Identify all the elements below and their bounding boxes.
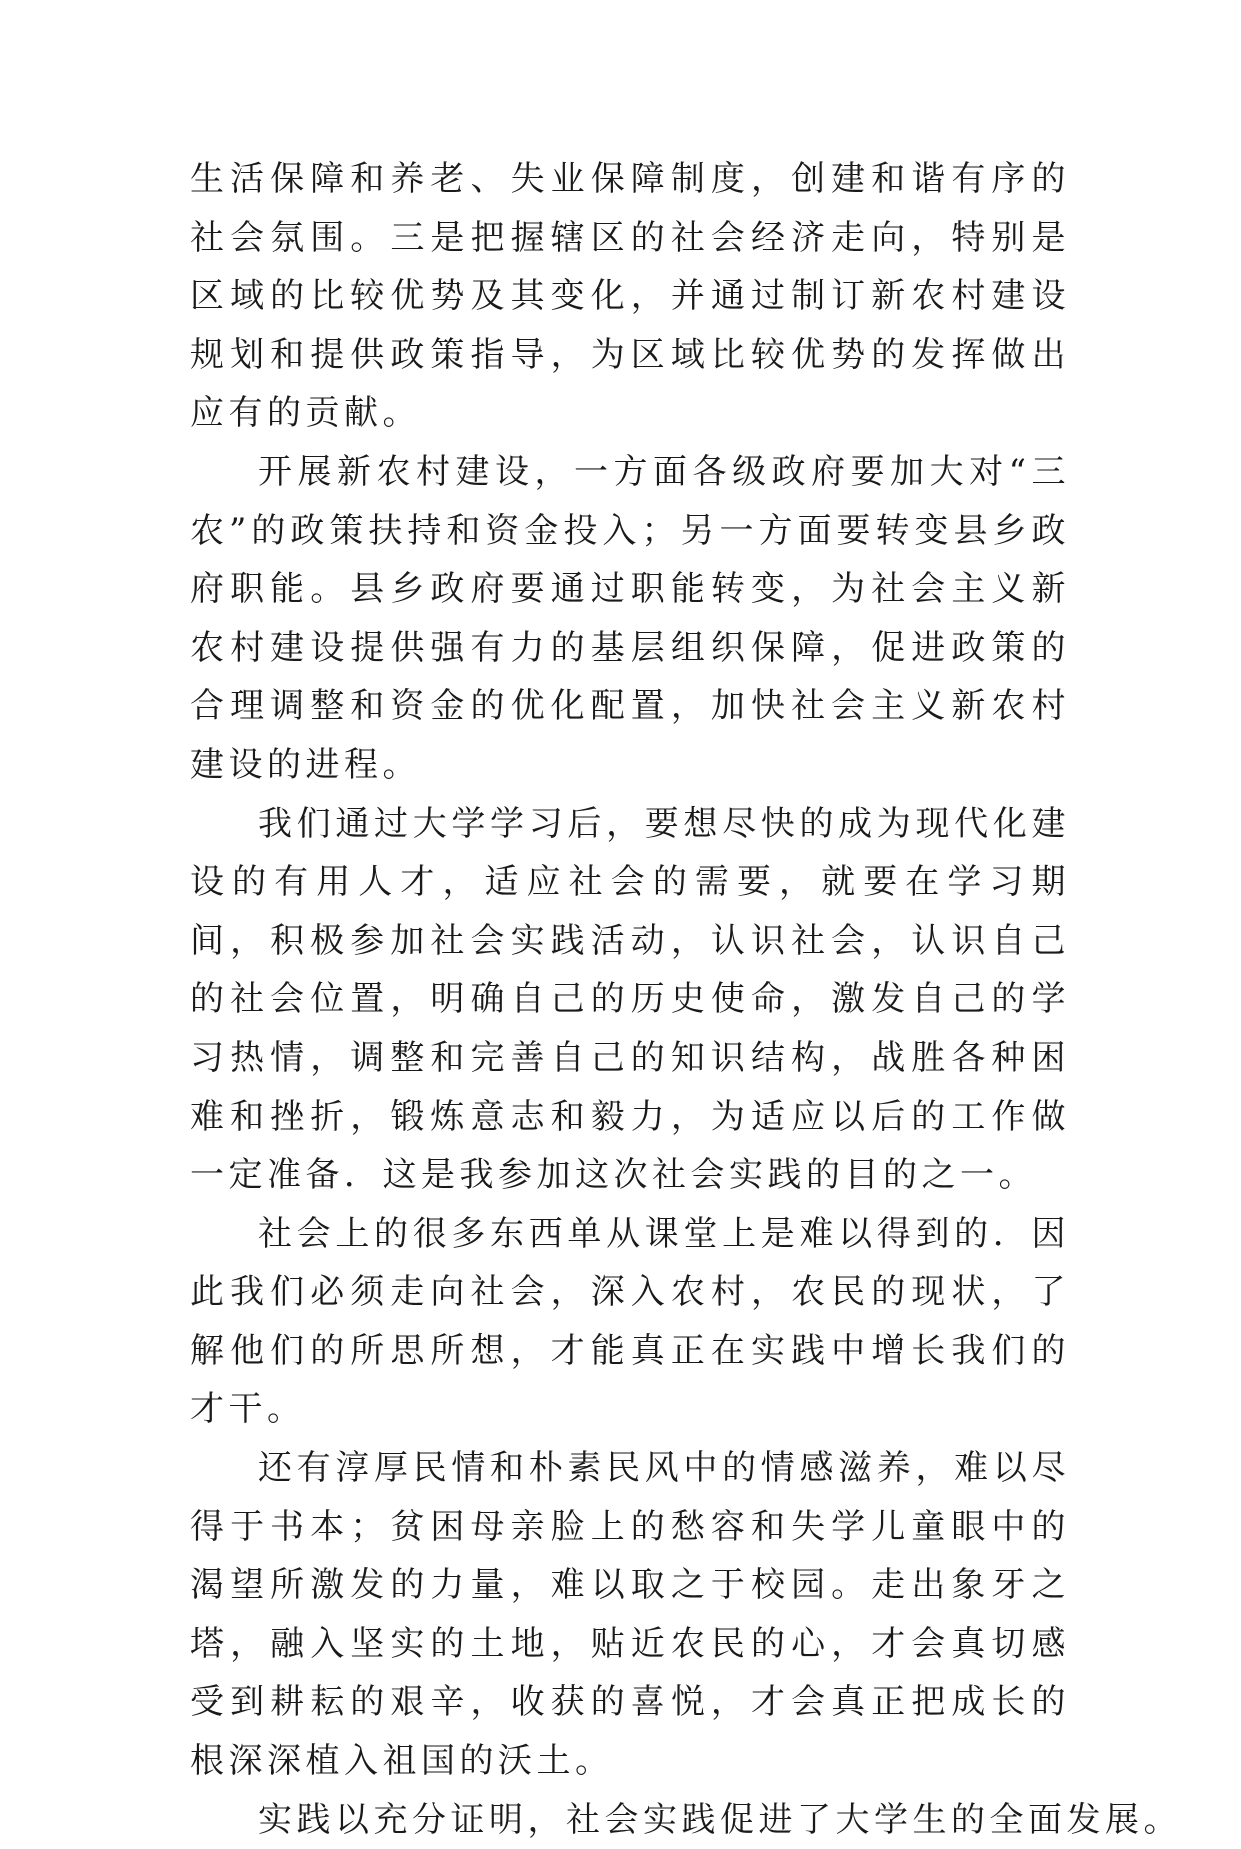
- paragraph-3: 我们通过大学学习后，要想尽快的成为现代化建设的有用人才，适应社会的需要，就要在学习期间，积极参加社会实践活动，认识社会，认识自己的社会位置，明确自己的历史使命，激发自己的学习热情，调整和完善自己的知识结构，战胜各种困难和挫折，锻炼意志和毅力，为适应以后的工作做一定准备．这是我参加这次社会实践的目的之一。: [190, 803, 1070, 1196]
- paragraph-1: 生活保障和养老、失业保障制度，创建和谐有序的社会氛围。三是把握辖区的社会经济走向，特别是区域的比较优势及其变化，并通过制订新农村建设规划和提供政策指导，为区域比较优势的发挥做出应有的贡献。: [190, 159, 1070, 434]
- paragraph-5: 还有淳厚民情和朴素民风中的情感滋养，难以尽得于书本；贫困母亲脸上的愁容和失学儿童眼中的渴望所激发的力量，难以取之于校园。走出象牙之塔，融入坚实的土地，贴近农民的心，才会真切感受到耕耘的艰辛，收获的喜悦，才会真正把成长的根深深植入祖国的沃土。: [190, 1448, 1070, 1782]
- paragraph-4: 社会上的很多东西单从课堂上是难以得到的．因此我们必须走向社会，深入农村，农民的现状，了解他们的所思所想，才能真正在实践中增长我们的才干。: [190, 1213, 1070, 1430]
- paragraph-6: 实践以充分证明，社会实践促进了大学生的全面发展。: [258, 1799, 1182, 1840]
- document-body: [190, 150, 1182, 1849]
- paragraph-2: 开展新农村建设，一方面各级政府要加大对“三农”的政策扶持和资金投入；另一方面要转变县乡政府职能。县乡政府要通过职能转变，为社会主义新农村建设提供强有力的基层组织保障，促进政策的合理调整和资金的优化配置，加快社会主义新农村建设的进程。: [190, 451, 1070, 785]
